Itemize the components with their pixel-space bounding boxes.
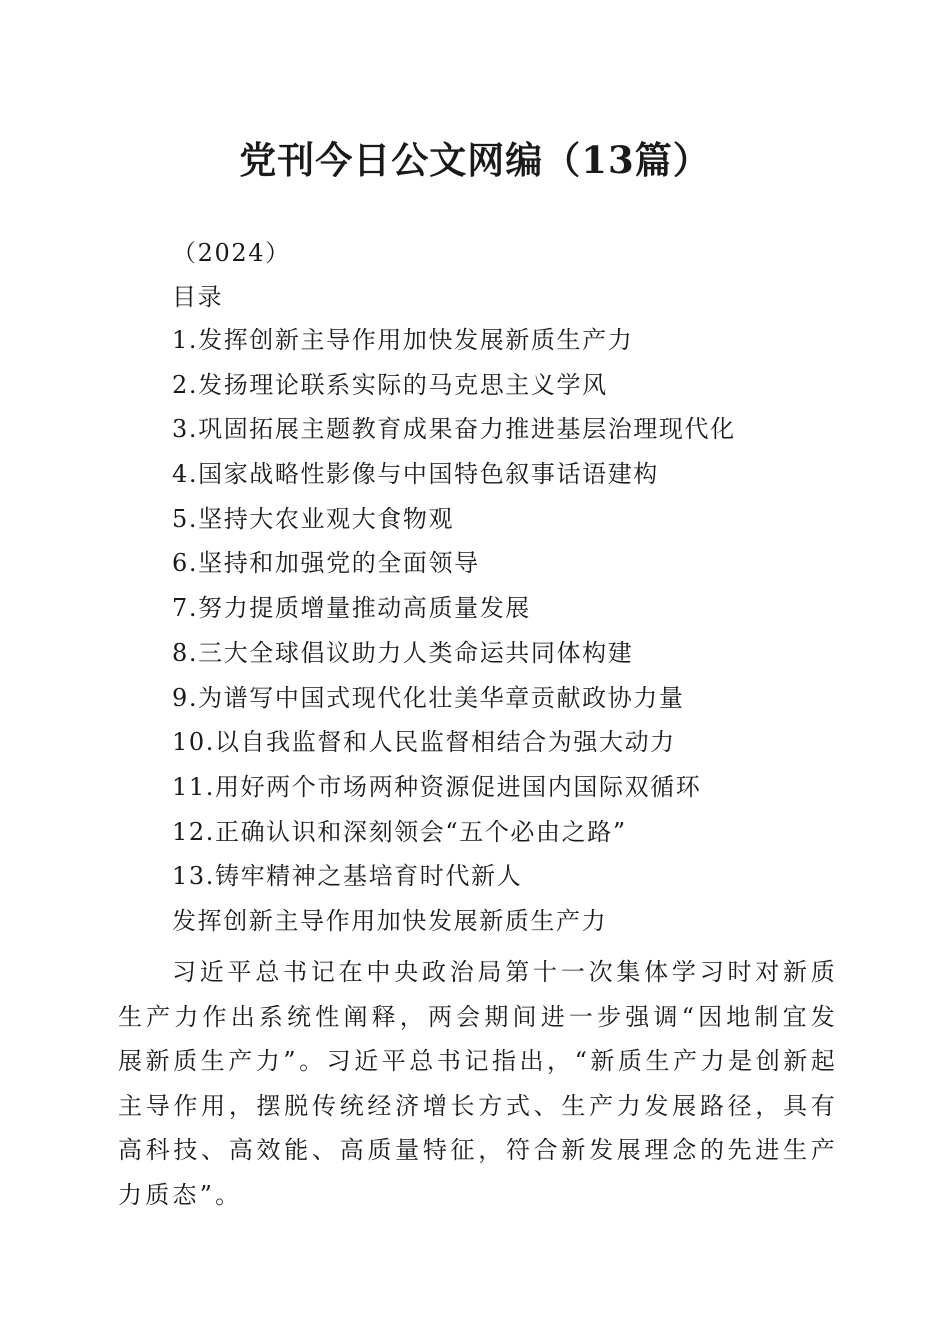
- toc-item: 2.发扬理论联系实际的马克思主义学风: [172, 370, 608, 399]
- toc-item: 6.坚持和加强党的全面领导: [172, 549, 480, 578]
- toc-item: 9.为谱写中国式现代化壮美华章贡献政协力量: [172, 683, 685, 712]
- toc-heading: 目录: [172, 283, 224, 311]
- toc-item: 10.以自我监督和人民监督相结合为强大动力: [172, 728, 676, 757]
- document-title: 党刊今日公文网编（13篇）: [239, 138, 711, 182]
- body-paragraph: 习近平总书记在中央政治局第十一次集体学习时对新质生产力作出系统性阐释，两会期间进一步强调“因地制宜发展新质生产力”。习近平总书记指出，“新质生产力是创新起主导作用，摆脱传统经济增长方式、生产力发展路径，具有高科技、高效能、高质量特征，符合新发展理念的先进生产力质态”。: [118, 958, 838, 1209]
- toc-item: 12.正确认识和深刻领会“五个必由之路”: [172, 817, 627, 846]
- toc-item: 1.发挥创新主导作用加快发展新质生产力: [172, 326, 634, 354]
- document-year: （2024）: [172, 239, 291, 267]
- toc-item: 7.努力提质增量推动高质量发展: [172, 594, 531, 623]
- table-of-contents: [172, 325, 736, 906]
- toc-item: 13.铸牢精神之基培育时代新人: [172, 862, 523, 891]
- section-title: 发挥创新主导作用加快发展新质生产力: [172, 907, 608, 935]
- toc-item: 3.巩固拓展主题教育成果奋力推进基层治理现代化: [172, 415, 736, 444]
- toc-item: 4.国家战略性影像与中国特色叙事话语建构: [172, 460, 659, 489]
- toc-item: 5.坚持大农业观大食物观: [172, 504, 455, 533]
- toc-item: 11.用好两个市场两种资源促进国内国际双循环: [172, 772, 702, 801]
- toc-item: 8.三大全球倡议助力人类命运共同体构建: [172, 638, 634, 667]
